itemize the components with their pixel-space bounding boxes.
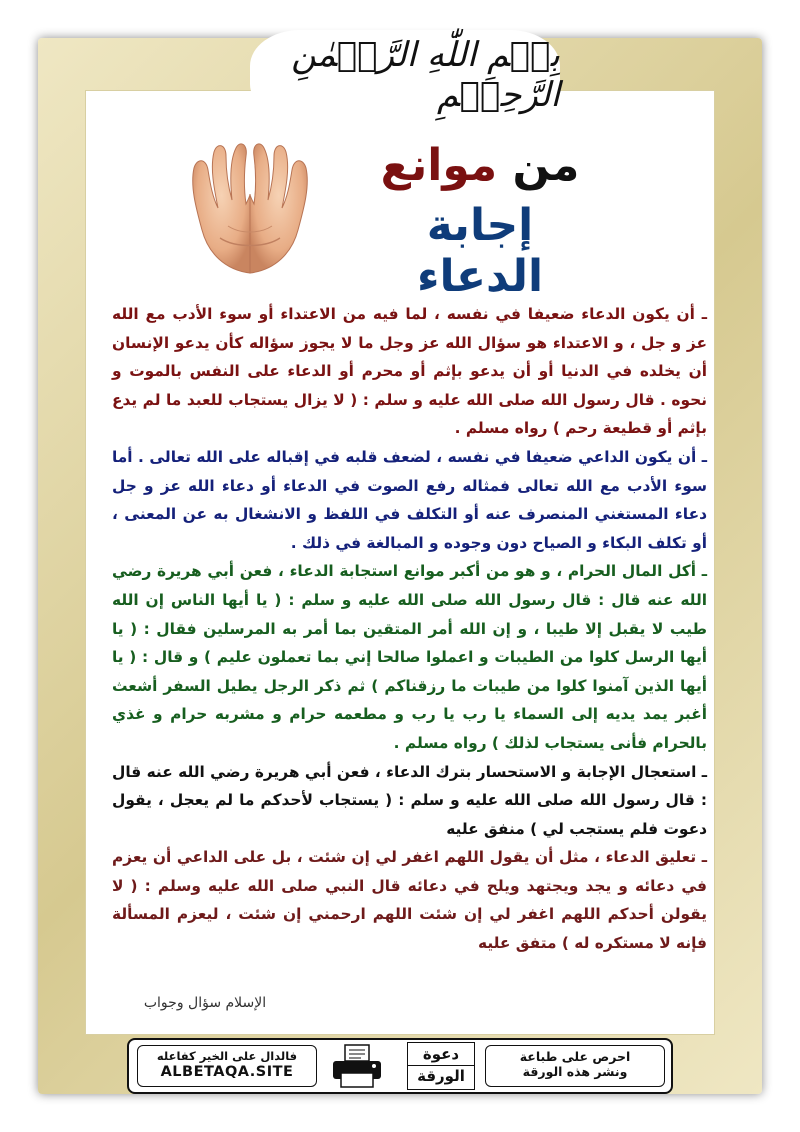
dawa-paper-logo: [407, 1042, 475, 1090]
article-body: [112, 300, 707, 958]
paragraph-conditional-supplication: ـ تعليق الدعاء ، مثل أن يقول اللهم اغفر لي إن شئت ، بل على الداعي أن يعزم في دعائه و يجد ويجتهد ويلح في دعائه قال النبي صلى الله عليه وسلم : ( لا يقولن أحدكم اللهم اغفر لي إن شئت اللهم ارحمني إن شئت ، ليعزم المسألة فإنه لا مستكره له ) متفق عليه: [112, 848, 707, 953]
logo-word-1: دعوة: [422, 1045, 460, 1063]
paragraph-unlawful-wealth: ـ أكل المال الحرام ، و هو من أكبر موانع استجابة الدعاء ، فعن أبي هريرة رضي الله عنه قال : قال رسول الله صلى الله عليه و سلم : ( يا أيها الناس إن الله طيب لا يقبل إلا طيبا ، و إن الله أمر المتقين بما أمر به المرسلين فقال : ( يا أيها الرسل كلوا من الطيبات و اعملوا صالحا إني بما تعملون عليم ) و قال : ( يا أيها الذين آمنوا كلوا من طيبات ما رزقناكم ) ثم ذكر الرجل يطيل السفر أشعث أغبر يمد يديه إلى السماء يا رب يا رب و مطعمه حرام و مشربه حرام و غذي بالحرام فأنى يستجاب لذلك ) رواه مسلم .: [112, 562, 707, 752]
basmala-calligraphy: بِسۡمِ اللّٰهِ الرَّحۡمٰنِ الرَّحِيۡمِ: [250, 30, 560, 120]
footer-site-url[interactable]: ALBETAQA.SITE: [160, 1064, 294, 1080]
title-word-2: موانع: [380, 140, 498, 191]
footer-appeal-line-2: ونشر هذه الورقة: [522, 1064, 628, 1079]
footer-site-box: [137, 1045, 317, 1087]
paragraph-weak-supplicant: ـ أن يكون الداعي ضعيفا في نفسه ، لضعف قلبه في إقباله على الله تعالى . أما سوء الأدب مع الله تعالى فمثاله رفع الصوت في الدعاء أو دعاء الله عز و جل دعاء المستغني المنصرف عنه أو التكلف في اللفظ و الانشغال به عن المعنى ، أو تكلف البكاء و الصياح دون وجوده و المبالغة في ذلك .: [112, 447, 707, 552]
praying-hands-icon: [180, 138, 320, 278]
logo-word-2: الورقة: [408, 1065, 474, 1086]
footer-print-appeal: [485, 1045, 665, 1087]
title-word-1: من: [512, 140, 580, 191]
title-line-2: إجابة الدعاء: [416, 200, 544, 302]
paragraph-weak-supplication: ـ أن يكون الدعاء ضعيفا في نفسه ، لما فيه من الاعتداء أو سوء الأدب مع الله عز و جل ، و الاعتداء هو سؤال الله عز وجل ما لا يجوز سؤاله كأن يدعو الإنسان أن يخلده في الدنيا أو أن يدعو بإثم أو محرم أو الدعاء على النفس بالموت و نحوه . قال رسول الله صلى الله عليه و سلم : ( لا يزال يستجاب للعبد ما لم يدع بإثم أو قطيعة رحم ) رواه مسلم .: [112, 305, 707, 438]
paragraph-impatience: ـ استعجال الإجابة و الاستحسار بترك الدعاء ، فعن أبي هريرة رضي الله عنه قال : قال رسول الله صلى الله عليه و سلم : ( يستجاب لأحدكم ما لم يعجل ، يقول دعوت فلم يستجب لي ) منفق عليه: [112, 762, 707, 838]
footer-motto: فالدال على الخير كفاعله: [156, 1049, 298, 1063]
printer-icon: [329, 1043, 385, 1089]
footer-banner: [127, 1038, 673, 1094]
footer-appeal-line-1: احرص على طباعة: [519, 1049, 631, 1064]
title-line-1: [360, 140, 600, 191]
source-credit: الإسلام سؤال وجواب: [143, 995, 267, 1011]
